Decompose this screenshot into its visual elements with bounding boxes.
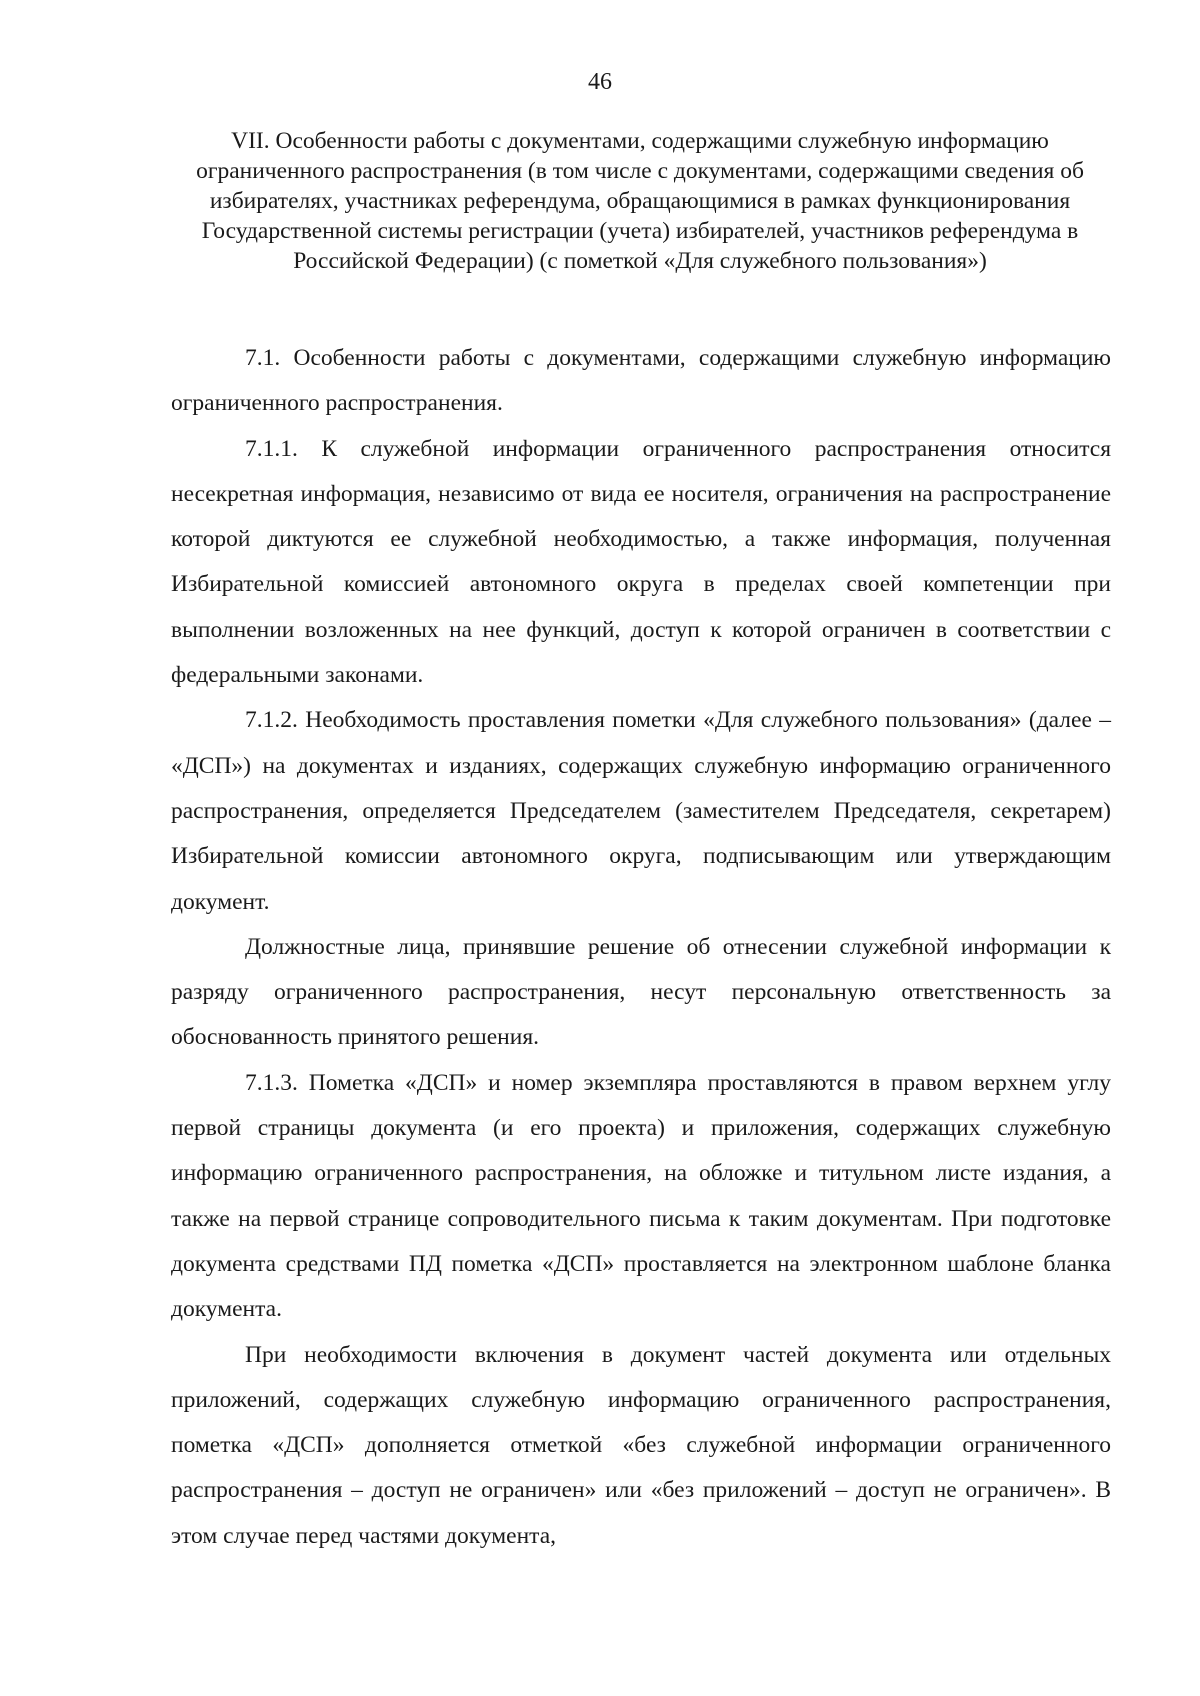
section-heading: VII. Особенности работы с документами, содержащими служебную информацию ограниченного распространения (в том числе с документами, содержащими сведения об избирателях, участниках референдума, обращающимися в рамках функционирования Государственной системы регистрации (учета) избирателей, участников референдума в Российской Федерации) (с пометкой «Для служебного пользования») (196, 128, 1084, 274)
paragraph-officials-responsibility: Должностные лица, принявшие решение об отнесении служебной информации к разряду ограниченного распространения, несут персональную ответственность за обоснованность принятого решения. (171, 933, 1111, 1051)
paragraph-inclusion-of-parts: При необходимости включения в документ частей документа или отдельных приложений, содержащих служебную информацию ограниченного распространения, пометка «ДСП» дополняется отметкой «без служебной информации ограниченного распространения – доступ не ограничен» или «без приложений – доступ не ограничен». В этом случае перед частями документа, (171, 1341, 1111, 1549)
paragraph-7-1-3: 7.1.3. Пометка «ДСП» и номер экземпляра проставляются в правом верхнем углу первой страницы документа (и его проекта) и приложения, содержащих служебную информацию ограниченного распространения, на обложке и титульном листе издания, а также на первой странице сопроводительного письма к таким документам. При подготовке документа средствами ПД пометка «ДСП» проставляется на электронном шаблоне бланка документа. (171, 1069, 1111, 1323)
paragraph-7-1-1: 7.1.1. К служебной информации ограниченного распространения относится несекретная информация, независимо от вида ее носителя, ограничения на распространение которой диктуются ее служебной необходимостью, а также информация, полученная Избирательной комиссией автономного округа в пределах своей компетенции при выполнении возложенных на нее функций, доступ к которой ограничен в соответствии с федеральными законами. (171, 435, 1111, 689)
paragraph-7-1-2: 7.1.2. Необходимость проставления пометки «Для служебного пользования» (далее – «ДСП») на документах и изданиях, содержащих служебную информацию ограниченного распространения, определяется Председателем (заместителем Председателя, секретарем) Избирательной комиссии автономного округа, подписывающим или утверждающим документ. (171, 707, 1111, 915)
paragraph-7-1: 7.1. Особенности работы с документами, содержащими служебную информацию ограниченного распространения. (171, 345, 1111, 417)
body-text (171, 336, 1111, 1559)
page-number: 46 (588, 69, 612, 95)
